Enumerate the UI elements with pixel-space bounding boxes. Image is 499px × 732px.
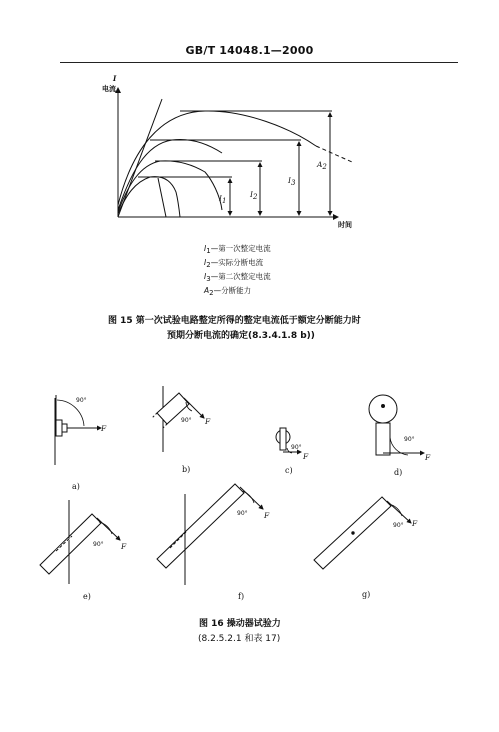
y-axis-letter: I <box>113 74 117 83</box>
angle-label: 90° <box>393 522 404 529</box>
panel-d-diagram <box>369 395 424 455</box>
curve-label-i1: I1 <box>219 194 227 205</box>
curve-label-a2: A2 <box>317 160 327 171</box>
panel-label-e: e) <box>83 592 91 601</box>
panel-f-diagram <box>157 484 263 585</box>
force-label: F <box>205 417 211 426</box>
angle-label: 90° <box>237 510 248 517</box>
angle-label: 90° <box>291 444 302 451</box>
figure-16-caption-line2: (8.2.5.2.1 和表 17) <box>198 634 281 644</box>
panel-label-g: g) <box>362 590 371 599</box>
angle-label: 90° <box>76 397 87 404</box>
angle-label: 90° <box>93 541 104 548</box>
figure-15-caption-line1: 图 15 第一次试验电路整定所得的整定电流低于额定分断能力时 <box>108 316 361 326</box>
y-axis-label: 电流 <box>102 85 116 93</box>
panel-label-a: a) <box>72 482 80 491</box>
panel-b-diagram <box>152 386 204 452</box>
angle-label: 90° <box>181 417 192 424</box>
force-label: F <box>121 542 127 551</box>
force-label: F <box>101 424 107 433</box>
legend-item: A2—分断能力 <box>204 286 252 297</box>
force-label: F <box>264 511 270 520</box>
panel-label-d: d) <box>394 468 403 477</box>
force-label: F <box>303 452 309 461</box>
panel-a-diagram <box>55 395 101 465</box>
curve-i2 <box>118 161 222 212</box>
panel-g-diagram <box>314 497 411 569</box>
steep-line <box>118 99 162 217</box>
legend-item: I1—第一次整定电流 <box>204 244 271 255</box>
panel-e-diagram <box>40 500 120 584</box>
curve-i1 <box>118 177 180 217</box>
figure-16-caption-line1: 图 16 操动器试验力 <box>199 619 281 629</box>
panel-label-c: c) <box>285 466 293 475</box>
angle-label: 90° <box>404 436 415 443</box>
figure-15-caption-line2: 预期分断电流的确定(8.3.4.1.8 b)) <box>167 331 315 341</box>
drop-line <box>158 178 166 217</box>
legend-item: I2—实际分断电流 <box>204 258 264 269</box>
figure-15-chart <box>118 88 352 217</box>
document-header: GB/T 14048.1—2000 <box>185 44 314 57</box>
curve-label-i2: I2 <box>250 190 258 201</box>
panel-label-b: b) <box>182 465 191 474</box>
curve-label-i3: I3 <box>288 176 296 187</box>
force-label: F <box>412 519 418 528</box>
x-axis-label: 时间 <box>338 221 352 229</box>
panel-label-f: f) <box>238 592 245 601</box>
legend-item: I3—第二次整定电流 <box>204 272 271 283</box>
force-label: F <box>425 453 431 462</box>
